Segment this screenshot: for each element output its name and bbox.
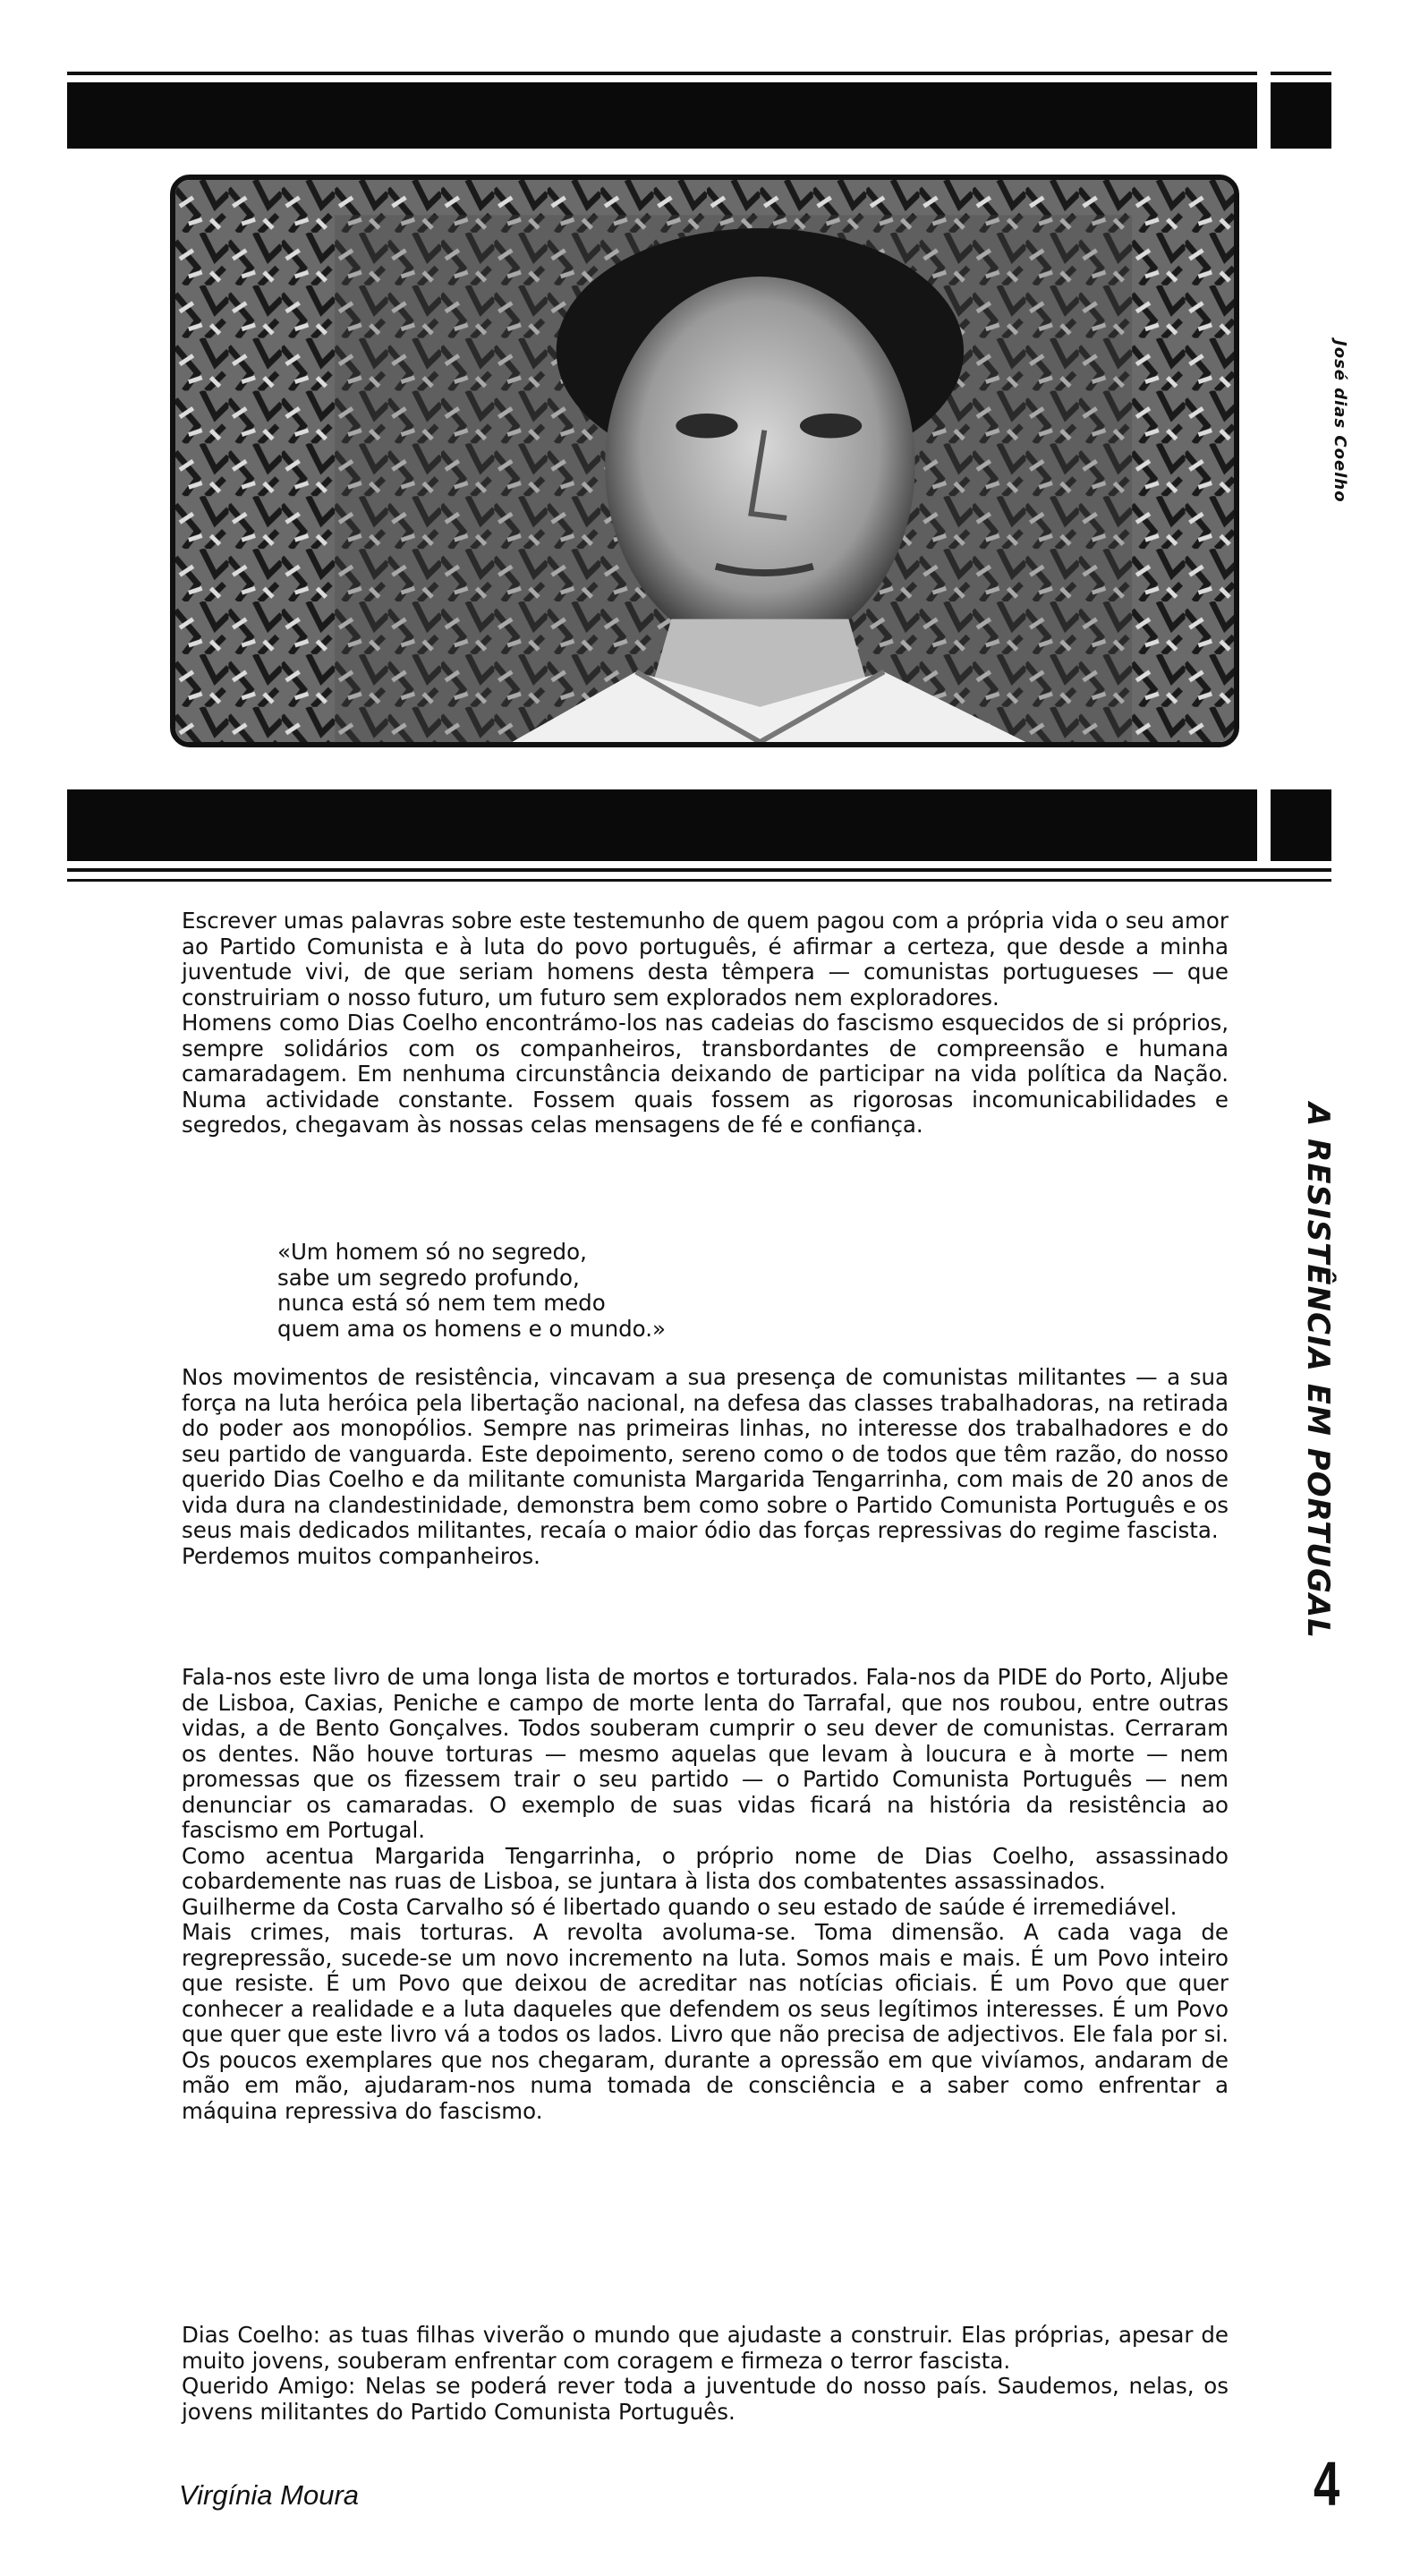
page-number: 4 bbox=[1314, 2449, 1340, 2519]
middle-block bbox=[182, 1365, 1229, 1569]
portrait-image bbox=[175, 180, 1234, 742]
quote-line-3: nunca está só nem tem medo bbox=[277, 1290, 606, 1316]
lower-block bbox=[182, 1665, 1229, 2124]
bottom-black-band-right bbox=[1271, 789, 1331, 861]
bottom-rule-upper bbox=[67, 868, 1331, 872]
top-rule-upper-right bbox=[1271, 72, 1331, 75]
quote-line-4: quem ama os homens e o mundo.» bbox=[277, 1315, 667, 1342]
paragraph-6: Como acentua Margarida Tengarrinha, o próprio nome de Dias Coelho, assassinado cobardemente nas ruas de Lisboa, se juntara à lista dos combatentes assassinados. bbox=[182, 1842, 1229, 1894]
top-rule-upper bbox=[67, 72, 1257, 75]
paragraph-4: Perdemos muitos companheiros. bbox=[182, 1542, 540, 1569]
paragraph-3: Nos movimentos de resistência, vincavam a sua presença de comunistas militantes — a sua força na luta heróica pela libertação nacional, na defesa das classes trabalhadoras, na retirada do poder aos monopólios. Sempre nas primeiras linhas, no interesse dos trabalhadores e do seu partido de vanguarda. Este depoimento, sereno como o de todos que têm razão, do nosso querido Dias Coelho e da militante comunista Margarida Tengarrinha, com mais de 20 anos de vida dura na clandestinidade, demonstra bem como sobre o Partido Comunista Português e os seus mais dedicados militantes, recaía o maior ódio das forças repressivas do regime fascista. bbox=[182, 1364, 1229, 1543]
section-vertical-title: A RESISTÊNCIA EM PORTUGAL bbox=[1300, 1103, 1336, 1639]
quote-line-1: «Um homem só no segredo, bbox=[277, 1239, 587, 1265]
bottom-rule-lower bbox=[67, 879, 1331, 882]
portrait-photo bbox=[170, 175, 1239, 747]
paragraph-9: Dias Coelho: as tuas filhas viverão o mundo que ajudaste a construir. Elas próprias, apesar de muito jovens, souberam enfrentar com coragem e firmeza o terror fascista. bbox=[182, 2322, 1229, 2374]
paragraph-1: Escrever umas palavras sobre este testemunho de quem pagou com a própria vida o seu amor ao Partido Comunista e à luta do povo português, é afirmar a certeza, que desde a minha juventude vivi, de que seriam homens desta têmpera — comunistas portugueses — que construiriam o nosso futuro, um futuro sem explorados nem exploradores. bbox=[182, 908, 1229, 1011]
top-black-band bbox=[67, 82, 1257, 149]
paragraph-8: Mais crimes, mais torturas. A revolta avoluma-se. Toma dimensão. A cada vaga de regrepressão, sucede-se um novo incremento na luta. Somos mais e mais. É um Povo inteiro que resiste. É um Povo que deixou de acreditar nas notícias oficiais. É um Povo que quer conhecer a realidade e a luta daqueles que defendem os seus legítimos interesses. É um Povo que quer que este livro vá a todos os lados. Livro que não precisa de adjectivos. Ele fala por si. Os poucos exemplares que nos chegaram, durante a opressão em que vivíamos, andaram de mão em mão, ajudaram-nos numa tomada de consciência e a saber como enfrentar a máquina repressiva do fascismo. bbox=[182, 1919, 1229, 2124]
poem-quote bbox=[277, 1240, 666, 1342]
paragraph-2: Homens como Dias Coelho encontrámo-los nas cadeias do fascismo esquecidos de si próprios, sempre solidários com os companheiros, transbordantes de compreensão e humana camaradagem. Em nenhuma circunstância deixando de participar na vida política da Nação. Numa actividade constante. Fossem quais fossem as rigorosas incomunicabilidades e segredos, chegavam às nossas celas mensagens de fé e confiança. bbox=[182, 1010, 1229, 1138]
paragraph-10: Querido Amigo: Nelas se poderá rever toda a juventude do nosso país. Saudemos, nelas, os jovens militantes do Partido Comunista Português. bbox=[182, 2373, 1229, 2425]
bottom-black-band bbox=[67, 789, 1257, 861]
author-signature: Virgínia Moura bbox=[179, 2479, 360, 2511]
intro-block bbox=[182, 908, 1229, 1139]
author-vertical-label: José dias Coelho bbox=[1331, 340, 1349, 503]
paragraph-7: Guilherme da Costa Carvalho só é libertado quando o seu estado de saúde é irremediável. bbox=[182, 1893, 1178, 1920]
paragraph-5: Fala-nos este livro de uma longa lista de mortos e torturados. Fala-nos da PIDE do Porto, Aljube de Lisboa, Caxias, Peniche e campo de morte lenta do Tarrafal, que nos roubou, entre outras vidas, a de Bento Gonçalves. Todos souberam cumprir o seu dever de comunistas. Cerraram os dentes. Não houve torturas — mesmo aquelas que levam à loucura e à morte — nem promessas que os fizessem trair o seu partido — o Partido Comunista Português — nem denunciar os camaradas. O exemplo de suas vidas ficará na história da resistência ao fascismo em Portugal. bbox=[182, 1664, 1229, 1843]
closing-block bbox=[182, 2323, 1229, 2425]
top-black-band-right bbox=[1271, 82, 1331, 149]
quote-line-2: sabe um segredo profundo, bbox=[277, 1264, 580, 1291]
